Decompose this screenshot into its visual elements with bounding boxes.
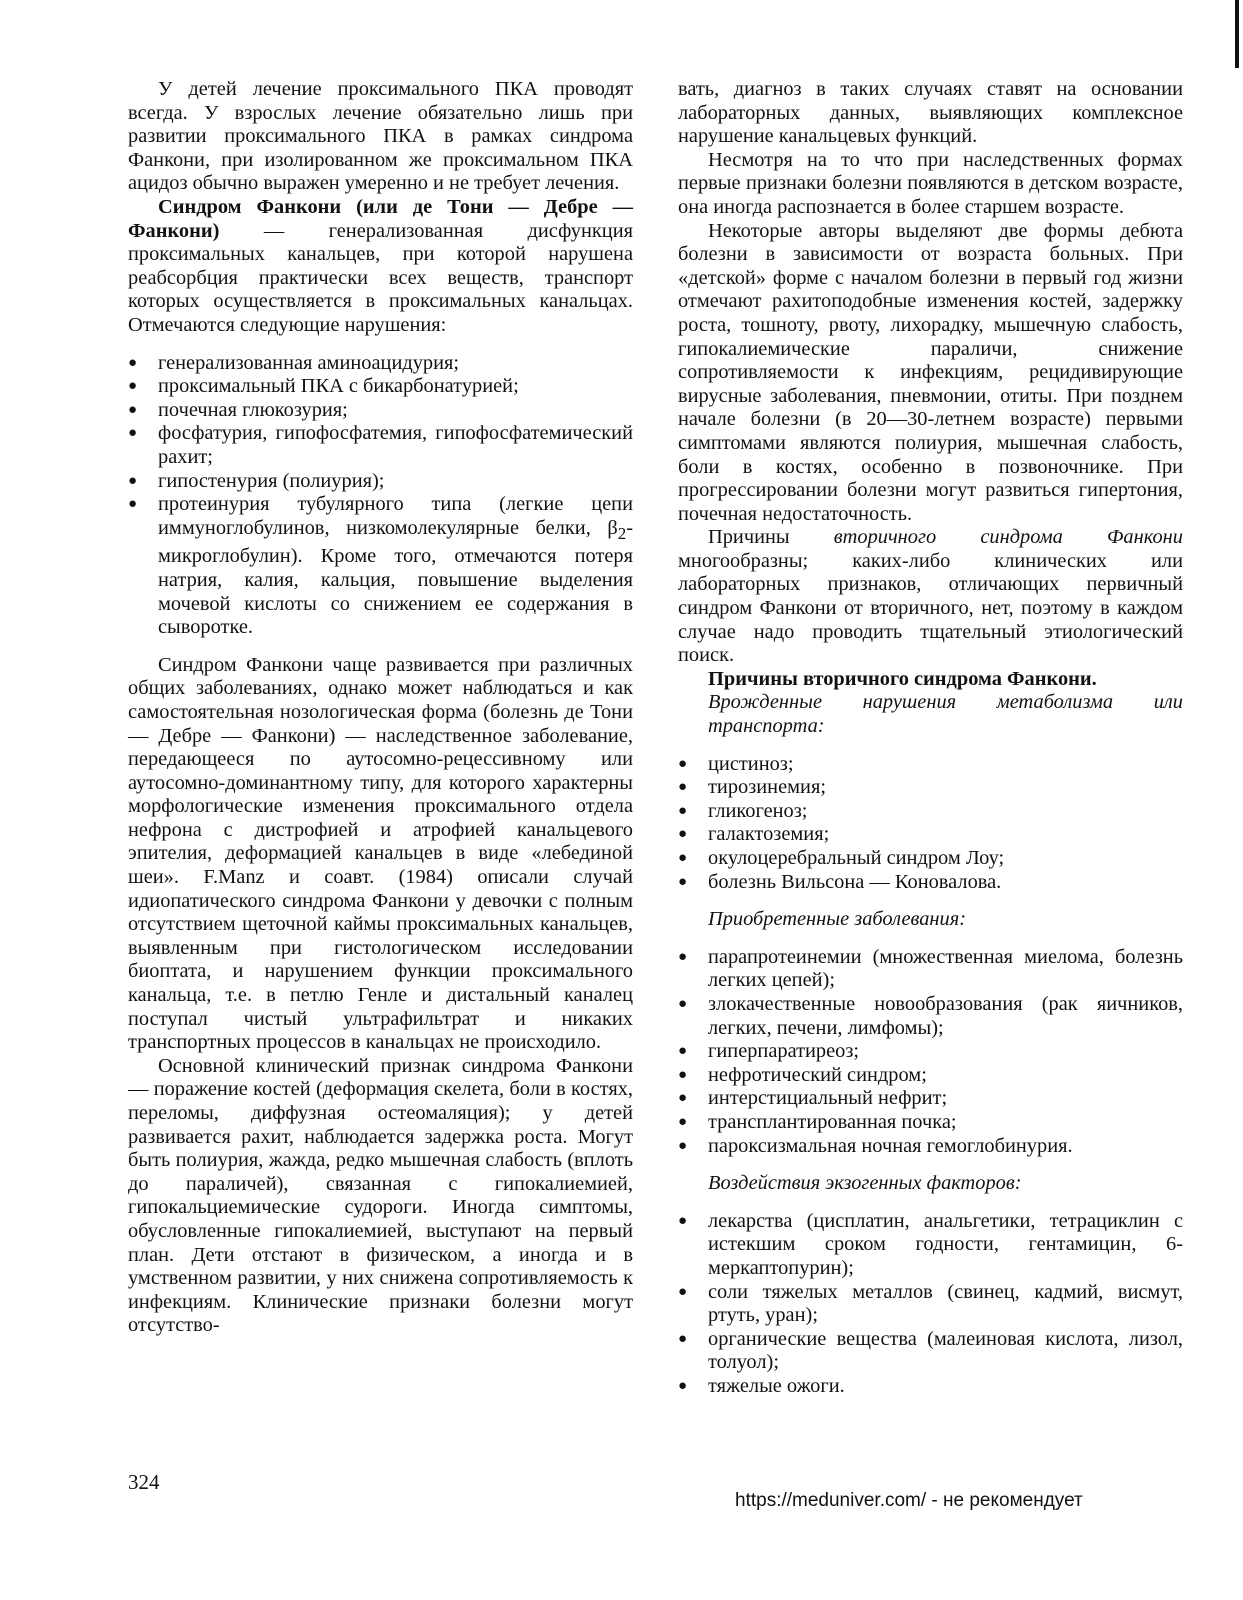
list-item: ● болезнь Вильсона — Коновалова. xyxy=(678,871,1183,895)
list-item: ● почечная глюкозурия; xyxy=(128,399,633,423)
list-item: ● фосфатурия, гипофосфатемия, гипофосфатемический рахит; xyxy=(128,422,633,469)
list-item: ● протеинурия тубулярного типа (легкие цепи иммуноглобулинов, низкомолекулярные белки, $\beta_2-микроглобулин$). Кроме того, отмечаются потеря натрия, калия, кальция, повышение выделения мочевой кислоты со снижением ее содержания в сыворотке. xyxy=(128,493,633,640)
list-item: ● нефротический синдром; xyxy=(678,1064,1183,1088)
term-fanconi: Синдром Фанкони (или де Тони — Дебре — Фанкони) xyxy=(128,195,633,242)
list-item: ● органические вещества (малеиновая кислота, лизол, толуол); xyxy=(678,1328,1183,1375)
list-item: ● тяжелые ожоги. xyxy=(678,1375,1183,1399)
list-item: ● цистиноз; xyxy=(678,753,1183,777)
list-item: ● трансплантированная почка; xyxy=(678,1111,1183,1135)
list-item: ● проксимальный ПКА с бикарбонатурией; xyxy=(128,375,633,399)
list-item: ● галактоземия; xyxy=(678,823,1183,847)
list-item: ● тирозинемия; xyxy=(678,776,1183,800)
list-item: ● пароксизмальная ночная гемоглобинурия. xyxy=(678,1135,1183,1159)
paragraph-forms: Некоторые авторы выделяют две формы дебюта болезни в зависимости от возраста больных. При «детской» форме с началом болезни в первый год жизни отмечают рахитоподобные изменения костей, задержку роста, тошноту, рвоту, лихорадку, мышечную слабость, гипокалиемические параличи, снижение сопротивляемости к инфекциям, рецидивирующие вирусные заболевания, пневмонии, отиты. При позднем начале болезни (в 20—30-летнем возрасте) первыми симптомами являются полиурия, мышечная слабость, боли в костях, особенно в позвоночнике. При прогрессировании болезни могут развиться гипертония, почечная недостаточность. xyxy=(678,219,1183,525)
paragraph-treatment: У детей лечение проксимального ПКА проводят всегда. У взрослых лечение обязательно лишь при развитии проксимального ПКА в рамках синдрома Фанкони, при изолированном же проксимальном ПКА ацидоз обычно выражен умеренно и не требует лечения. xyxy=(128,78,633,195)
right-column xyxy=(678,78,1183,1398)
paragraph-diagnosis: вать, диагноз в таких случаях ставят на основании лабораторных данных, выявляющих комплексное нарушение канальцевых функций. xyxy=(678,78,1183,148)
left-column xyxy=(128,78,633,1338)
causes-heading: Причины вторичного синдрома Фанкони. xyxy=(708,667,1097,690)
paragraph-fanconi-definition: Синдром Фанкони (или де Тони — Дебре — Фанкони) — генерализованная дисфункция проксимальных канальцев, при которой нарушена реабсорбция практически всех веществ, транспорт которых осуществляется в проксимальных канальцах. Отмечаются следующие нарушения: xyxy=(128,195,633,336)
paragraph-clinical: Основной клинический признак синдрома Фанкони — поражение костей (деформация скелета, боли в костях, переломы, диффузная остеомаляция); у детей развивается рахит, наблюдается задержка роста. Могут быть полиурия, жажда, редко мышечная слабость (вплоть до параличей), связанная с гипокалиемией, гипокальциемические судороги. Иногда симптомы, обусловленные гипокалиемией, выступают на первый план. Дети отстают в физическом, а иногда и в умственном развитии, у них снижена сопротивляемость к инфекциям. Клинические признаки болезни могут отсутство- xyxy=(128,1054,633,1337)
acquired-heading: Приобретенные заболевания: xyxy=(708,908,966,931)
list-item: ● генерализованная аминоацидурия; xyxy=(128,352,633,376)
list-item: ● парапротеинемии (множественная миелома, болезнь легких цепей); xyxy=(678,946,1183,993)
list-item: ● интерстициальный нефрит; xyxy=(678,1087,1183,1111)
exogenous-list xyxy=(678,1210,1183,1399)
congenital-list xyxy=(678,753,1183,895)
list-item: ● соли тяжелых металлов (свинец, кадмий, висмут, ртуть, уран); xyxy=(678,1281,1183,1328)
paragraph-onset: Несмотря на то что при наследственных формах первые признаки болезни появляются в детском возрасте, она иногда распознается в более старшем возрасте. xyxy=(678,148,1183,218)
congenital-heading: Врожденные нарушения метаболизма или транспорта: xyxy=(708,691,1183,738)
list-item: ● лекарства (цисплатин, анальгетики, тетрациклин с истекшим сроком годности, гентамицин, 6-меркаптопурин); xyxy=(678,1210,1183,1281)
paragraph-secondary: Причины вторичного синдрома Фанкони многообразны; каких-либо клинических или лабораторных признаков, отличающих первичный синдром Фанкони от вторичного, нет, поэтому в каждом случае надо проводить тщательный этиологический поиск. xyxy=(678,526,1183,667)
disorders-list xyxy=(128,352,633,640)
list-item: ● гликогеноз; xyxy=(678,800,1183,824)
exogenous-heading: Воздействия экзогенных факторов: xyxy=(708,1172,1022,1195)
acquired-list xyxy=(678,946,1183,1158)
list-item: ● гиперпаратиреоз; xyxy=(678,1040,1183,1064)
list-item: ● окулоцеребральный синдром Лоу; xyxy=(678,847,1183,871)
list-item: ● гипостенурия (полиурия); xyxy=(128,470,633,494)
paragraph-etiology: Синдром Фанкони чаще развивается при различных общих заболеваниях, однако может наблюдаться и как самостоятельная нозологическая форма (болезнь де Тони — Дебре — Фанкони) — наследственное заболевание, передающееся по аутосомно-рецессивному или аутосомно-доминантному типу, для которого характерны морфологические изменения проксимального отдела нефрона с дистрофией и атрофией канальцевого эпителия, деформацией канальцев в виде «лебединой шеи». F.Manz и соавт. (1984) описали случай идиопатического синдрома Фанкони у девочки с полным отсутствием щеточной каймы проксимальных канальцев, выявленным при гистологическом исследовании биоптата, и нарушением функции проксимального канальца, т.е. в петлю Генле и дистальный каналец поступал чистый ультрафильтрат и никаких транспортных процессов в канальцах не происходило. xyxy=(128,653,633,1054)
page-number: 324 xyxy=(128,1470,160,1494)
source-watermark: https://meduniver.com/ - не рекомендует xyxy=(735,1490,1083,1511)
page-edge-mark xyxy=(1235,0,1239,68)
list-item: ● злокачественные новообразования (рак яичников, легких, печени, лимфомы); xyxy=(678,993,1183,1040)
